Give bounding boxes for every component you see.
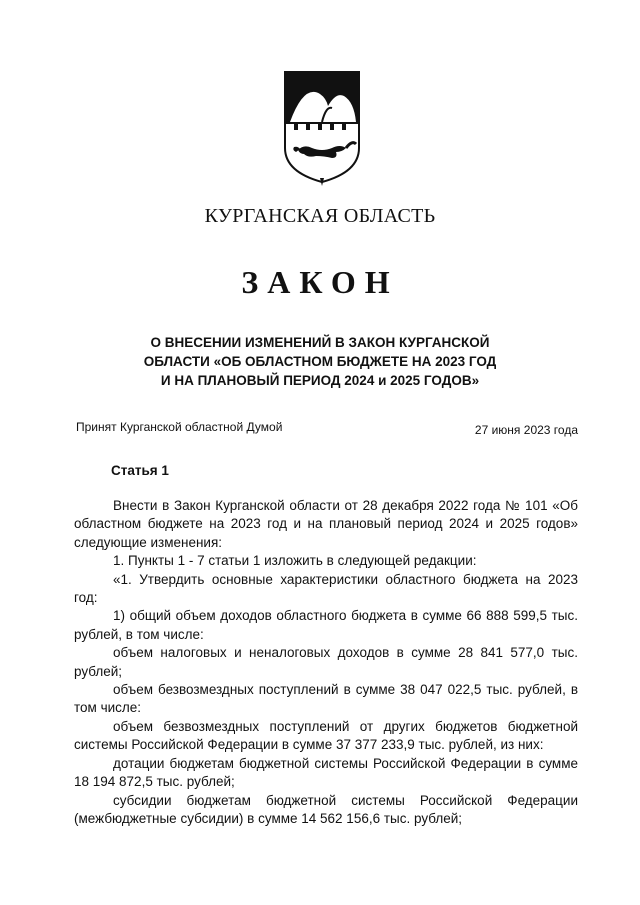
paragraph: 1. Пункты 1 - 7 статьи 1 изложить в следующей редакции: (113, 553, 477, 569)
law-title-line: ОБЛАСТИ «ОБ ОБЛАСТНОМ БЮДЖЕТЕ НА 2023 ГОД (143, 354, 497, 369)
adopted-by: Принят Курганской областной Думой (76, 420, 283, 434)
paragraph: дотации бюджетам бюджетной системы Российской Федерации в сумме 18 194 872,5 тыс. рублей; (74, 755, 578, 790)
kurgan-coat-of-arms-icon (282, 70, 362, 188)
law-title (80, 333, 560, 390)
paragraph: объем безвозмездных поступлений от других бюджетов бюджетной системы Российской Федерации в сумме 37 377 233,9 тыс. рублей, из них: (74, 718, 578, 753)
paragraph: объем налоговых и неналоговых доходов в сумме 28 841 577,0 тыс. рублей; (74, 645, 578, 679)
paragraph: 1) общий объем доходов областного бюджета в сумме 66 888 599,5 тыс. рублей, в том числе: (74, 608, 578, 642)
region-name: КУРГАНСКАЯ ОБЛАСТЬ (204, 205, 436, 227)
article-heading: Статья 1 (111, 463, 169, 478)
law-title-line: О ВНЕСЕНИИ ИЗМЕНЕНИЙ В ЗАКОН КУРГАНСКОЙ (150, 335, 490, 350)
law-title-line: И НА ПЛАНОВЫЙ ПЕРИОД 2024 и 2025 ГОДОВ» (160, 373, 480, 388)
paragraph: объем безвозмездных поступлений в сумме 38 047 022,5 тыс. рублей, в том числе: (74, 682, 578, 716)
paragraph: Внести в Закон Курганской области от 28 декабря 2022 года № 101 «Об областном бюджете на 2023 год и на плановый период 2024 и 2025 годов» следующие изменения: (74, 498, 578, 550)
adoption-date: 27 июня 2023 года (474, 423, 578, 437)
paragraph: субсидии бюджетам бюджетной системы Российской Федерации (межбюджетные субсидии) в сумме 14 562 156,6 тыс. рублей; (74, 792, 578, 826)
article-body (74, 497, 578, 828)
document-type: ЗАКОН (241, 264, 399, 300)
paragraph: «1. Утвердить основные характеристики областного бюджета на 2023 год: (74, 571, 578, 606)
